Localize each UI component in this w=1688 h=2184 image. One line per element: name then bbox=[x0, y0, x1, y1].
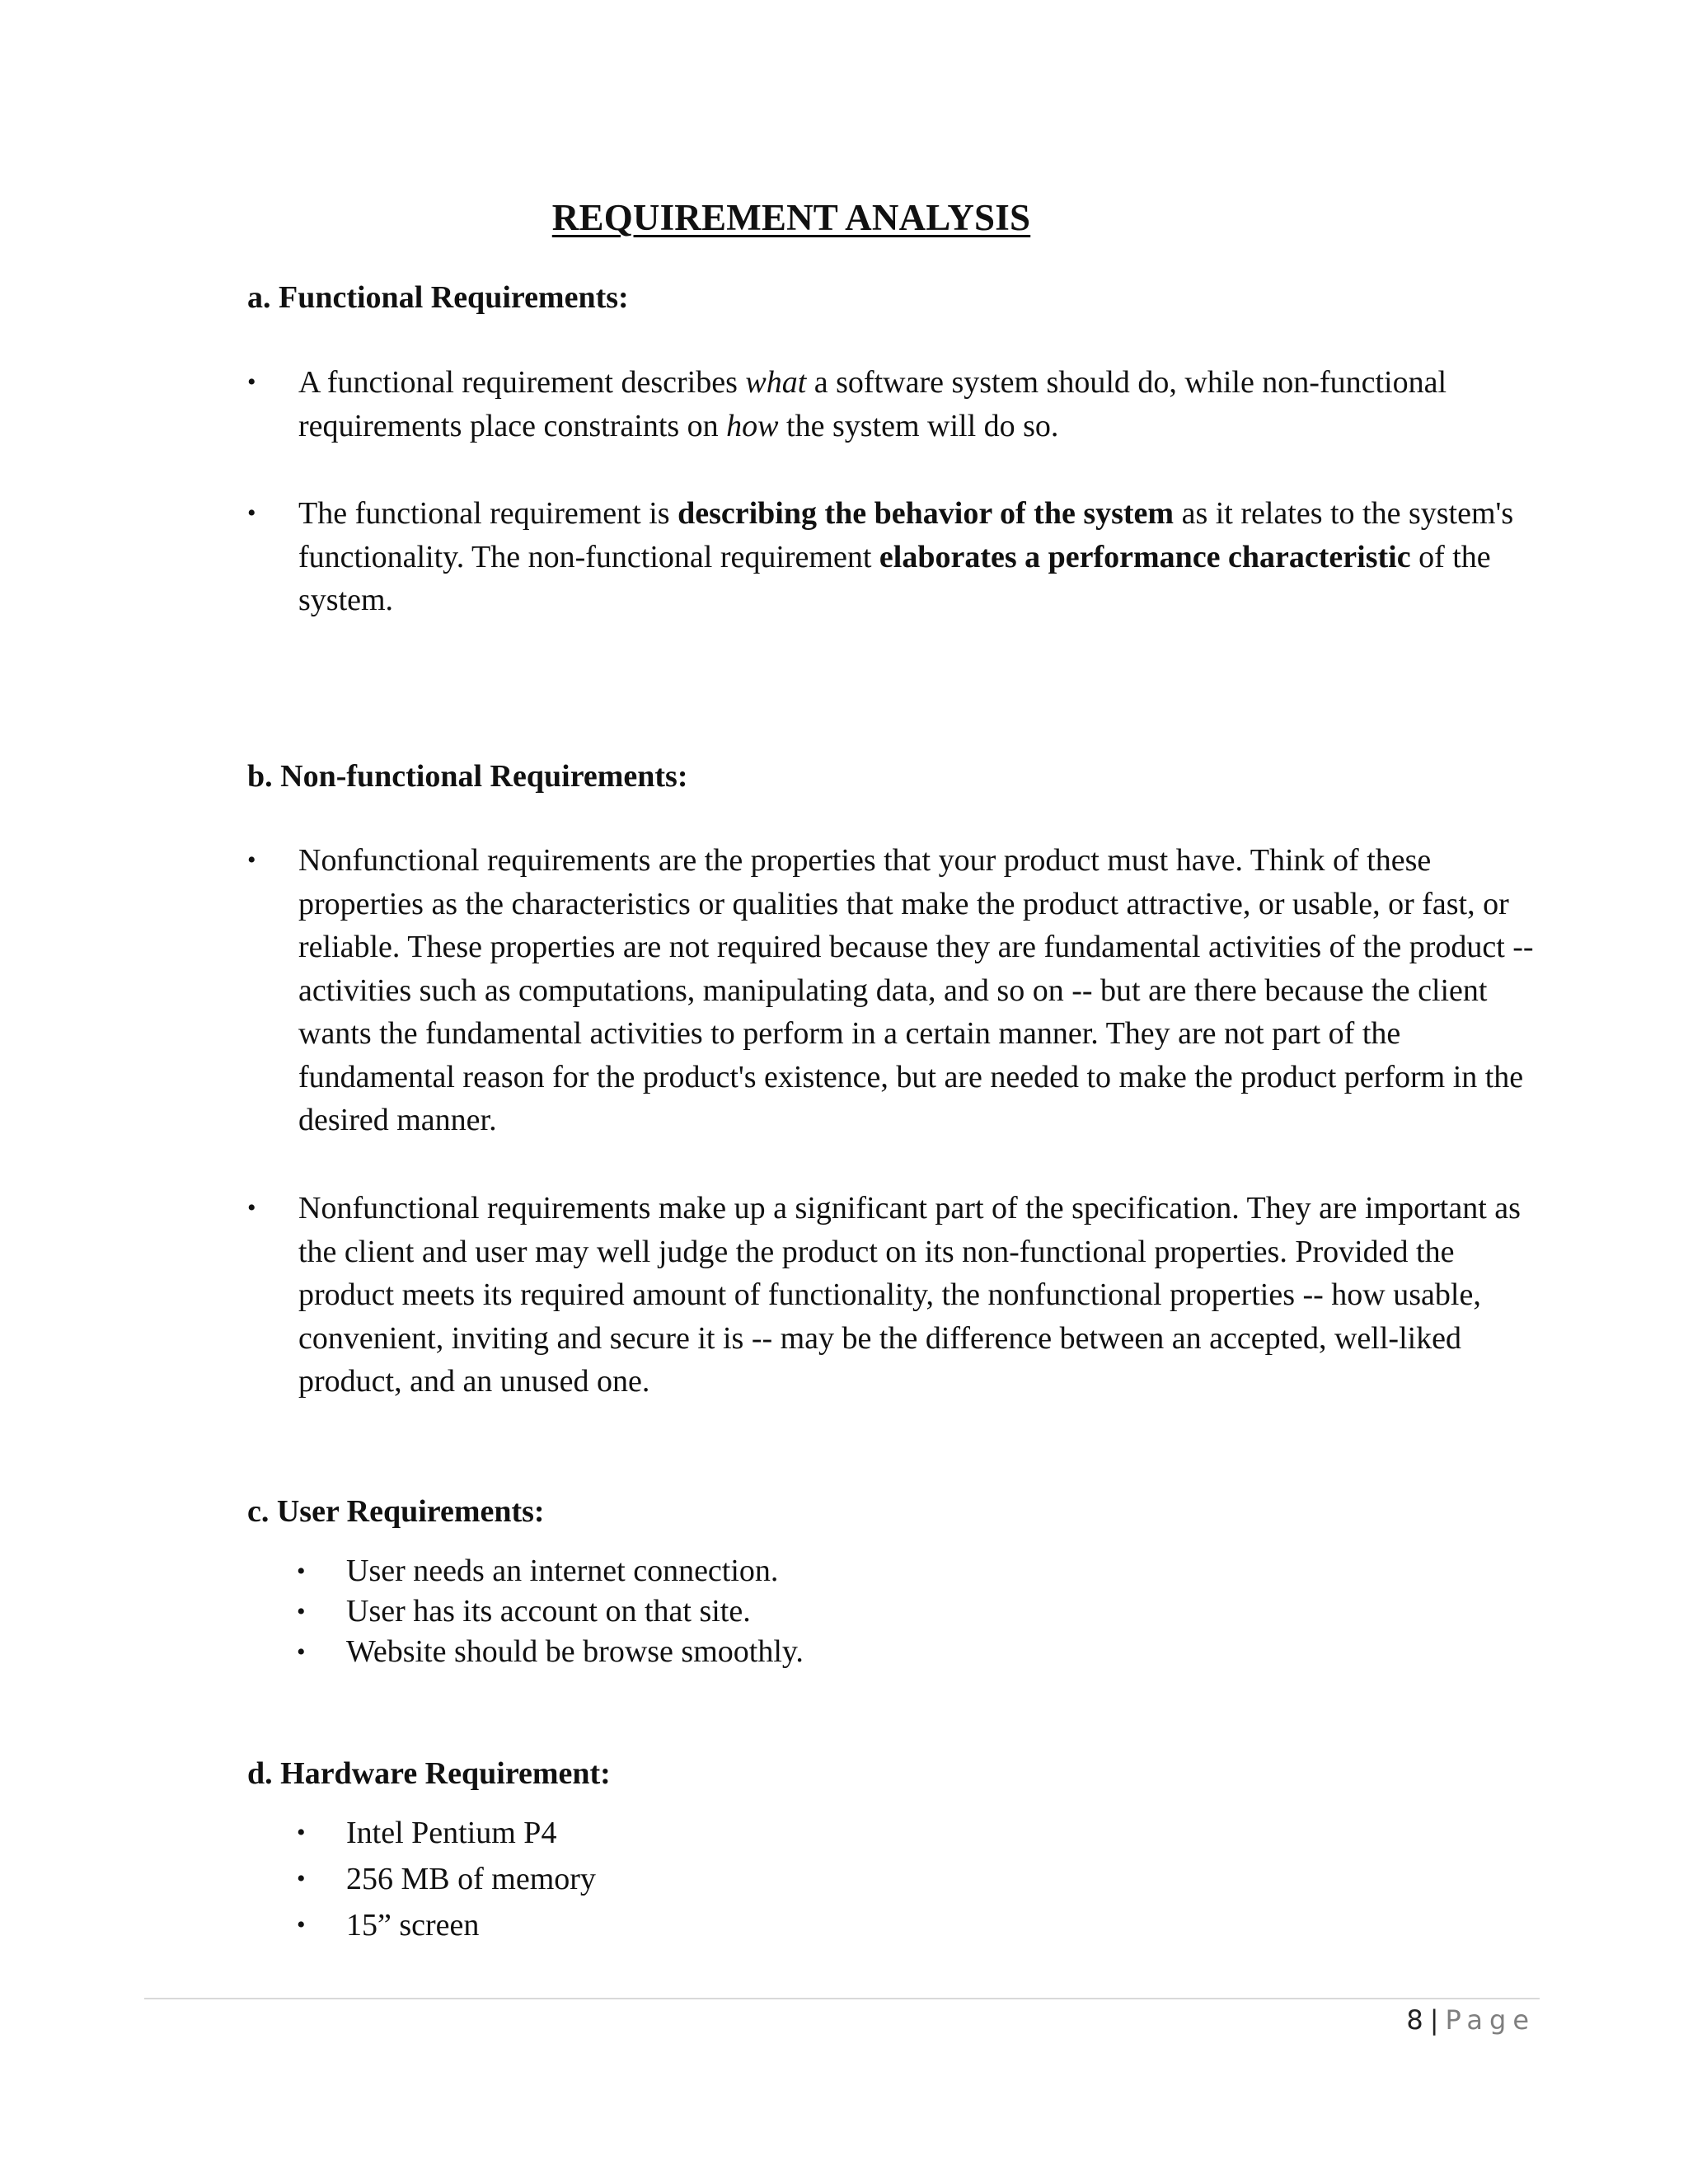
bullet-icon: • bbox=[297, 1911, 306, 1938]
hardware-requirement-list bbox=[297, 1810, 596, 1948]
page-number: 8 bbox=[1406, 2004, 1423, 2036]
list-item: • 256 MB of memory bbox=[297, 1856, 596, 1902]
list-item: • 15” screen bbox=[297, 1902, 596, 1948]
nonfunctional-bullet-2 bbox=[247, 1187, 1550, 1404]
bullet-icon: • bbox=[247, 1194, 256, 1221]
bullet-icon: • bbox=[297, 1819, 306, 1846]
bullet-icon: • bbox=[247, 368, 256, 396]
bullet-text: Nonfunctional requirements make up a significant part of the specification. They are important as the client and user may well judge the product on its non-functional properties. Provided the product meets its required amount of functionality, the nonfunctional properties -- how usable, convenient, inviting and secure it is -- may be the difference between an accepted, well-liked product, and an unused one. bbox=[298, 1191, 1521, 1399]
bullet-text: A functional requirement describes what a software system should do, while non-functional requirements place constraints on how the system will do so. bbox=[298, 365, 1447, 443]
bullet-text: Nonfunctional requirements are the properties that your product must have. Think of these properties as the characteristics or qualities that make the product attractive, or usable, or fast, or reliable. These properties are not required because they are fundamental activities of the product -- activities such as computations, manipulating data, and so on -- but are there because the client wants the fundamental activities to perform in a certain manner. They are not part of the fundamental reason for the product's existence, but are needed to make the product perform in the desired manner. bbox=[298, 843, 1534, 1137]
list-item: • User needs an internet connection. bbox=[297, 1551, 804, 1591]
list-item: • User has its account on that site. bbox=[297, 1591, 804, 1632]
bullet-icon: • bbox=[297, 1865, 306, 1892]
functional-bullet-2 bbox=[247, 492, 1550, 622]
functional-requirements-heading: a. Functional Requirements: bbox=[247, 280, 629, 315]
list-item: • Website should be browse smoothly. bbox=[297, 1632, 804, 1672]
bullet-text: The functional requirement is describing the behavior of the system as it relates to the system's functionality. The non-functional requirement elaborates a performance characteristic of the system. bbox=[298, 496, 1514, 617]
bullet-icon: • bbox=[297, 1638, 306, 1666]
hardware-requirement-heading: d. Hardware Requirement: bbox=[247, 1756, 611, 1791]
bullet-icon: • bbox=[247, 499, 256, 527]
user-requirements-heading: c. User Requirements: bbox=[247, 1494, 545, 1529]
nonfunctional-requirements-heading: b. Non-functional Requirements: bbox=[247, 759, 688, 794]
bullet-icon: • bbox=[297, 1598, 306, 1625]
footer-divider bbox=[144, 1998, 1540, 1999]
functional-bullet-1 bbox=[247, 361, 1550, 448]
bullet-icon: • bbox=[297, 1558, 306, 1585]
footer-separator: | bbox=[1429, 2004, 1439, 2036]
page-footer bbox=[1406, 2004, 1536, 2036]
bullet-icon: • bbox=[247, 846, 256, 874]
list-item: • Intel Pentium P4 bbox=[297, 1810, 596, 1856]
page-title: REQUIREMENT ANALYSIS bbox=[551, 197, 1031, 238]
user-requirements-list bbox=[297, 1551, 804, 1672]
page-label: Page bbox=[1445, 2004, 1536, 2036]
nonfunctional-bullet-1 bbox=[247, 839, 1550, 1142]
